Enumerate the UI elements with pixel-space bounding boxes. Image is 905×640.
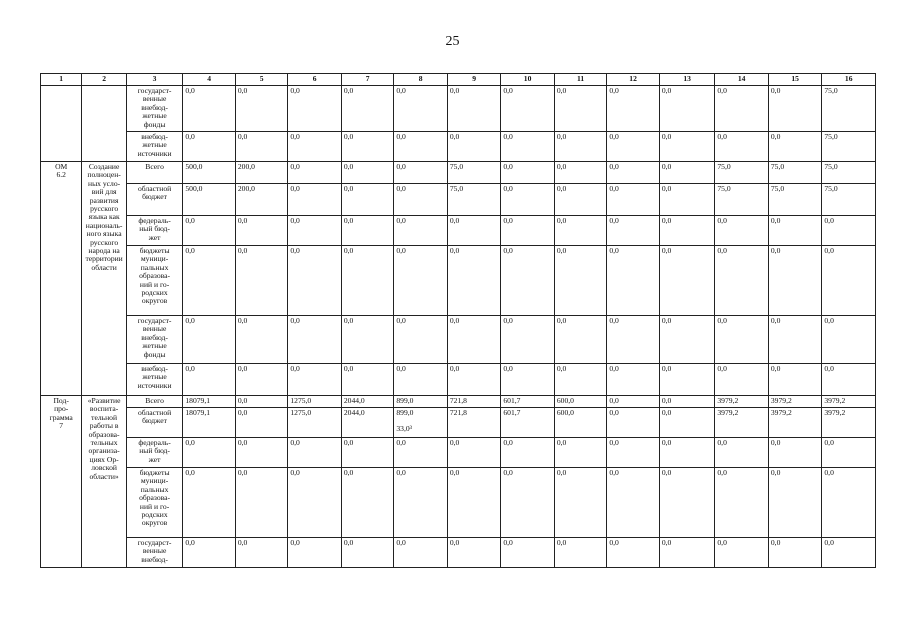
- column-header: 12: [607, 74, 660, 86]
- table-row: [41, 396, 876, 408]
- column-header: 16: [822, 74, 876, 86]
- value-cell: 75,0: [768, 184, 822, 216]
- value-cell: 0,0: [822, 438, 876, 468]
- value-cell: 0,0: [501, 132, 555, 162]
- value-cell: 0,0: [501, 86, 555, 132]
- value-cell: 0,0: [341, 216, 394, 246]
- value-cell: 0,0: [183, 316, 236, 364]
- value-cell: 0,0: [768, 246, 822, 316]
- value-cell: 0,0: [235, 364, 288, 396]
- value-cell: 0,0: [183, 216, 236, 246]
- value-cell: 18079,1: [183, 396, 236, 408]
- table-row: [41, 316, 876, 364]
- value-cell: 0,0: [768, 216, 822, 246]
- column-header: 8: [394, 74, 448, 86]
- value-cell: 0,0: [768, 316, 822, 364]
- value-cell: 0,0: [235, 216, 288, 246]
- value-cell: 0,0: [394, 216, 448, 246]
- funding-source: Всего: [126, 162, 183, 184]
- value-cell: 0,0: [394, 86, 448, 132]
- value-cell: 500,0: [183, 184, 236, 216]
- value-cell: 0,0: [235, 438, 288, 468]
- value-cell: 0,0: [501, 364, 555, 396]
- value-cell: 0,0: [715, 246, 769, 316]
- value-cell: 0,0: [183, 438, 236, 468]
- value-cell: 0,0: [715, 538, 769, 568]
- table-row: [41, 538, 876, 568]
- value-cell: 0,0: [768, 86, 822, 132]
- header-row: [41, 74, 876, 86]
- funding-source: федераль- ный бюд- жет: [126, 438, 183, 468]
- value-cell: 0,0: [607, 438, 660, 468]
- column-header: 15: [768, 74, 822, 86]
- value-cell: 600,0: [554, 408, 607, 438]
- column-header: 10: [501, 74, 555, 86]
- value-cell: 0,0: [554, 316, 607, 364]
- value-cell: 0,0: [394, 538, 448, 568]
- value-cell: 0,0: [607, 162, 660, 184]
- value-cell: 0,0: [554, 364, 607, 396]
- value-cell: 0,0: [607, 184, 660, 216]
- value-cell: 0,0: [607, 132, 660, 162]
- value-cell: 0,0: [183, 364, 236, 396]
- value-cell: 0,0: [715, 86, 769, 132]
- funding-source: областной бюджет: [126, 184, 183, 216]
- value-cell: 0,0: [341, 86, 394, 132]
- value-cell: 200,0: [235, 162, 288, 184]
- funding-source: областной бюджет: [126, 408, 183, 438]
- value-cell: 0,0: [341, 162, 394, 184]
- value-cell: 3979,2: [715, 408, 769, 438]
- value-cell: 0,0: [288, 162, 342, 184]
- value-cell: 75,0: [447, 184, 501, 216]
- value-cell: 721,8: [447, 396, 501, 408]
- value-cell: 0,0: [554, 438, 607, 468]
- value-cell: 0,0: [394, 468, 448, 538]
- value-cell: 0,0: [288, 86, 342, 132]
- value-cell: 0,0: [659, 132, 715, 162]
- value-cell: 0,0: [341, 538, 394, 568]
- value-cell: 0,0: [659, 396, 715, 408]
- column-header: 11: [554, 74, 607, 86]
- value-cell: 0,0: [768, 364, 822, 396]
- value-cell: 0,0: [607, 538, 660, 568]
- value-cell: 0,0: [659, 316, 715, 364]
- value-cell: 0,0: [607, 364, 660, 396]
- value-cell: 18079,1: [183, 408, 236, 438]
- value-cell: 0,0: [607, 246, 660, 316]
- column-header: 14: [715, 74, 769, 86]
- value-cell: 0,0: [554, 216, 607, 246]
- value-cell: 75,0: [715, 162, 769, 184]
- table-row: [41, 468, 876, 538]
- value-cell: 0,0: [659, 364, 715, 396]
- value-cell: 0,0: [288, 246, 342, 316]
- column-header: 5: [235, 74, 288, 86]
- value-cell: 0,0: [288, 316, 342, 364]
- value-cell: 0,0: [822, 538, 876, 568]
- funding-source: государст- венные внебюд-: [126, 538, 183, 568]
- value-cell: 0,0: [235, 86, 288, 132]
- value-cell: 0,0: [447, 316, 501, 364]
- value-cell: 0,0: [235, 316, 288, 364]
- value-cell: 0,0: [394, 184, 448, 216]
- value-cell: 0,0: [235, 408, 288, 438]
- value-cell: 899,0: [394, 396, 448, 408]
- value-cell: 0,0: [501, 468, 555, 538]
- item-code: Под- про- грамма 7: [41, 396, 82, 568]
- funding-source: федераль- ный бюд- жет: [126, 216, 183, 246]
- funding-source: бюджеты муници- пальных образова- ний и го- родских округов: [126, 468, 183, 538]
- value-cell: 0,0: [554, 132, 607, 162]
- value-cell: 75,0: [822, 184, 876, 216]
- table-row: [41, 408, 876, 438]
- funding-source: бюджеты муници- пальных образова- ний и го- родских округов: [126, 246, 183, 316]
- value-cell: 0,0: [501, 538, 555, 568]
- value-cell: 0,0: [235, 468, 288, 538]
- funding-source: Всего: [126, 396, 183, 408]
- value-cell: 0,0: [715, 132, 769, 162]
- value-cell: 0,0: [554, 184, 607, 216]
- value-cell: 0,0: [554, 86, 607, 132]
- value-cell: 0,0: [447, 132, 501, 162]
- value-cell: 0,0: [288, 132, 342, 162]
- table-row: [41, 162, 876, 184]
- value-cell: 0,0: [768, 538, 822, 568]
- value-cell: 0,0: [554, 468, 607, 538]
- value-cell: 0,0: [394, 438, 448, 468]
- value-cell: 0,0: [715, 216, 769, 246]
- value-cell: 3979,2: [822, 408, 876, 438]
- value-cell: 0,0: [235, 132, 288, 162]
- value-cell: 721,8: [447, 408, 501, 438]
- value-cell: 0,0: [447, 468, 501, 538]
- value-cell: 75,0: [822, 132, 876, 162]
- value-cell: 0,0: [659, 538, 715, 568]
- value-cell: 0,0: [288, 468, 342, 538]
- value-cell: 0,0: [394, 364, 448, 396]
- value-cell: 0,0: [341, 364, 394, 396]
- value-cell: 0,0: [822, 246, 876, 316]
- value-cell: 0,0: [183, 132, 236, 162]
- value-cell: 0,0: [768, 438, 822, 468]
- value-cell: 0,0: [447, 86, 501, 132]
- value-cell: 0,0: [447, 246, 501, 316]
- value-cell: 600,0: [554, 396, 607, 408]
- value-cell: 0,0: [607, 216, 660, 246]
- value-cell: 200,0: [235, 184, 288, 216]
- value-cell: 0,0: [715, 316, 769, 364]
- value-cell: 0,0: [341, 316, 394, 364]
- budget-table: [40, 73, 876, 568]
- value-cell: 0,0: [715, 364, 769, 396]
- value-cell: 0,0: [607, 468, 660, 538]
- value-cell: 500,0: [183, 162, 236, 184]
- item-code: [41, 86, 82, 162]
- column-header: 6: [288, 74, 342, 86]
- value-cell: 0,0: [768, 132, 822, 162]
- column-header: 7: [341, 74, 394, 86]
- value-text: 899,0: [396, 408, 414, 417]
- column-header: 4: [183, 74, 236, 86]
- item-name: [82, 86, 126, 162]
- value-cell: 0,0: [235, 396, 288, 408]
- value-cell: 601,7: [501, 408, 555, 438]
- value-cell: 0,0: [659, 246, 715, 316]
- funding-source: внебюд- жетные источники: [126, 132, 183, 162]
- value-cell: 0,0: [183, 468, 236, 538]
- footnote-value: 33,0³: [396, 424, 412, 434]
- value-cell: 0,0: [822, 216, 876, 246]
- value-cell: 75,0: [447, 162, 501, 184]
- column-header: 1: [41, 74, 82, 86]
- value-cell: 0,0: [554, 246, 607, 316]
- value-cell: 0,0: [659, 86, 715, 132]
- column-header: 9: [447, 74, 501, 86]
- column-header: 2: [82, 74, 126, 86]
- value-cell: 0,0: [659, 408, 715, 438]
- value-cell: 0,0: [447, 438, 501, 468]
- value-cell: 0,0: [501, 162, 555, 184]
- table-row: [41, 364, 876, 396]
- value-cell: 0,0: [554, 162, 607, 184]
- value-cell: 0,0: [822, 364, 876, 396]
- value-cell: 0,0: [447, 216, 501, 246]
- value-cell: 3979,2: [715, 396, 769, 408]
- table-row: [41, 86, 876, 132]
- value-cell: 0,0: [659, 468, 715, 538]
- value-cell: 0,0: [447, 538, 501, 568]
- value-cell: 0,0: [607, 408, 660, 438]
- value-cell: 0,0: [501, 184, 555, 216]
- value-cell: 0,0: [607, 396, 660, 408]
- value-cell: 2044,0: [341, 396, 394, 408]
- value-cell: 1275,0: [288, 396, 342, 408]
- value-cell: 0,0: [607, 86, 660, 132]
- value-cell: 601,7: [501, 396, 555, 408]
- funding-source: внебюд- жетные источники: [126, 364, 183, 396]
- value-cell: 3979,2: [768, 408, 822, 438]
- value-cell: 2044,0: [341, 408, 394, 438]
- value-cell: 0,0: [288, 538, 342, 568]
- value-cell: 75,0: [822, 86, 876, 132]
- value-cell: 75,0: [768, 162, 822, 184]
- column-header: 13: [659, 74, 715, 86]
- value-cell: 0,0: [659, 184, 715, 216]
- value-cell: 0,0: [501, 316, 555, 364]
- value-cell: 0,0: [822, 316, 876, 364]
- value-cell: 0,0: [822, 468, 876, 538]
- value-cell: 0,0: [341, 468, 394, 538]
- funding-source: государст- венные внебюд- жетные фонды: [126, 316, 183, 364]
- value-cell: 0,0: [659, 162, 715, 184]
- value-cell: 0,0: [394, 162, 448, 184]
- value-cell: 0,0: [288, 216, 342, 246]
- table-row: [41, 438, 876, 468]
- table-row: [41, 184, 876, 216]
- value-cell: 0,0: [341, 246, 394, 316]
- value-cell: 0,0: [394, 132, 448, 162]
- value-cell: 0,0: [288, 364, 342, 396]
- value-cell: 0,0: [235, 538, 288, 568]
- table-row: [41, 246, 876, 316]
- item-name: Создание полноцен- ных усло- вий для развития русского языка как националь- ного языка русского народа на территории области: [82, 162, 126, 396]
- value-cell: 0,0: [715, 468, 769, 538]
- value-cell: 3979,2: [822, 396, 876, 408]
- column-header: 3: [126, 74, 183, 86]
- value-cell: 0,0: [288, 438, 342, 468]
- value-cell: 0,0: [341, 184, 394, 216]
- table-row: [41, 216, 876, 246]
- value-cell: 0,0: [288, 184, 342, 216]
- value-cell: 0,0: [501, 246, 555, 316]
- page-number: 25: [445, 34, 460, 49]
- value-cell: 0,0: [183, 86, 236, 132]
- value-cell: 0,0: [394, 246, 448, 316]
- value-cell: 0,0: [447, 364, 501, 396]
- value-cell: 0,0: [235, 246, 288, 316]
- value-cell: 0,0: [341, 132, 394, 162]
- value-cell: 0,0: [768, 468, 822, 538]
- value-cell: 0,0: [501, 438, 555, 468]
- funding-source: государст- венные внебюд- жетные фонды: [126, 86, 183, 132]
- value-cell: 0,0: [341, 438, 394, 468]
- table-row: [41, 132, 876, 162]
- value-cell: 1275,0: [288, 408, 342, 438]
- value-cell: 0,0: [554, 538, 607, 568]
- value-cell: 0,0: [394, 316, 448, 364]
- value-cell: [394, 408, 448, 438]
- value-cell: 3979,2: [768, 396, 822, 408]
- value-cell: 0,0: [659, 216, 715, 246]
- value-cell: 0,0: [659, 438, 715, 468]
- item-code: ОМ 6.2: [41, 162, 82, 396]
- value-cell: 0,0: [183, 246, 236, 316]
- value-cell: 0,0: [715, 438, 769, 468]
- value-cell: 75,0: [715, 184, 769, 216]
- value-cell: 0,0: [501, 216, 555, 246]
- value-cell: 0,0: [607, 316, 660, 364]
- value-cell: 75,0: [822, 162, 876, 184]
- value-cell: 0,0: [183, 538, 236, 568]
- item-name: «Развитие воспита- тельной работы в образова- тельных организа- циях Ор- ловской области»: [82, 396, 126, 568]
